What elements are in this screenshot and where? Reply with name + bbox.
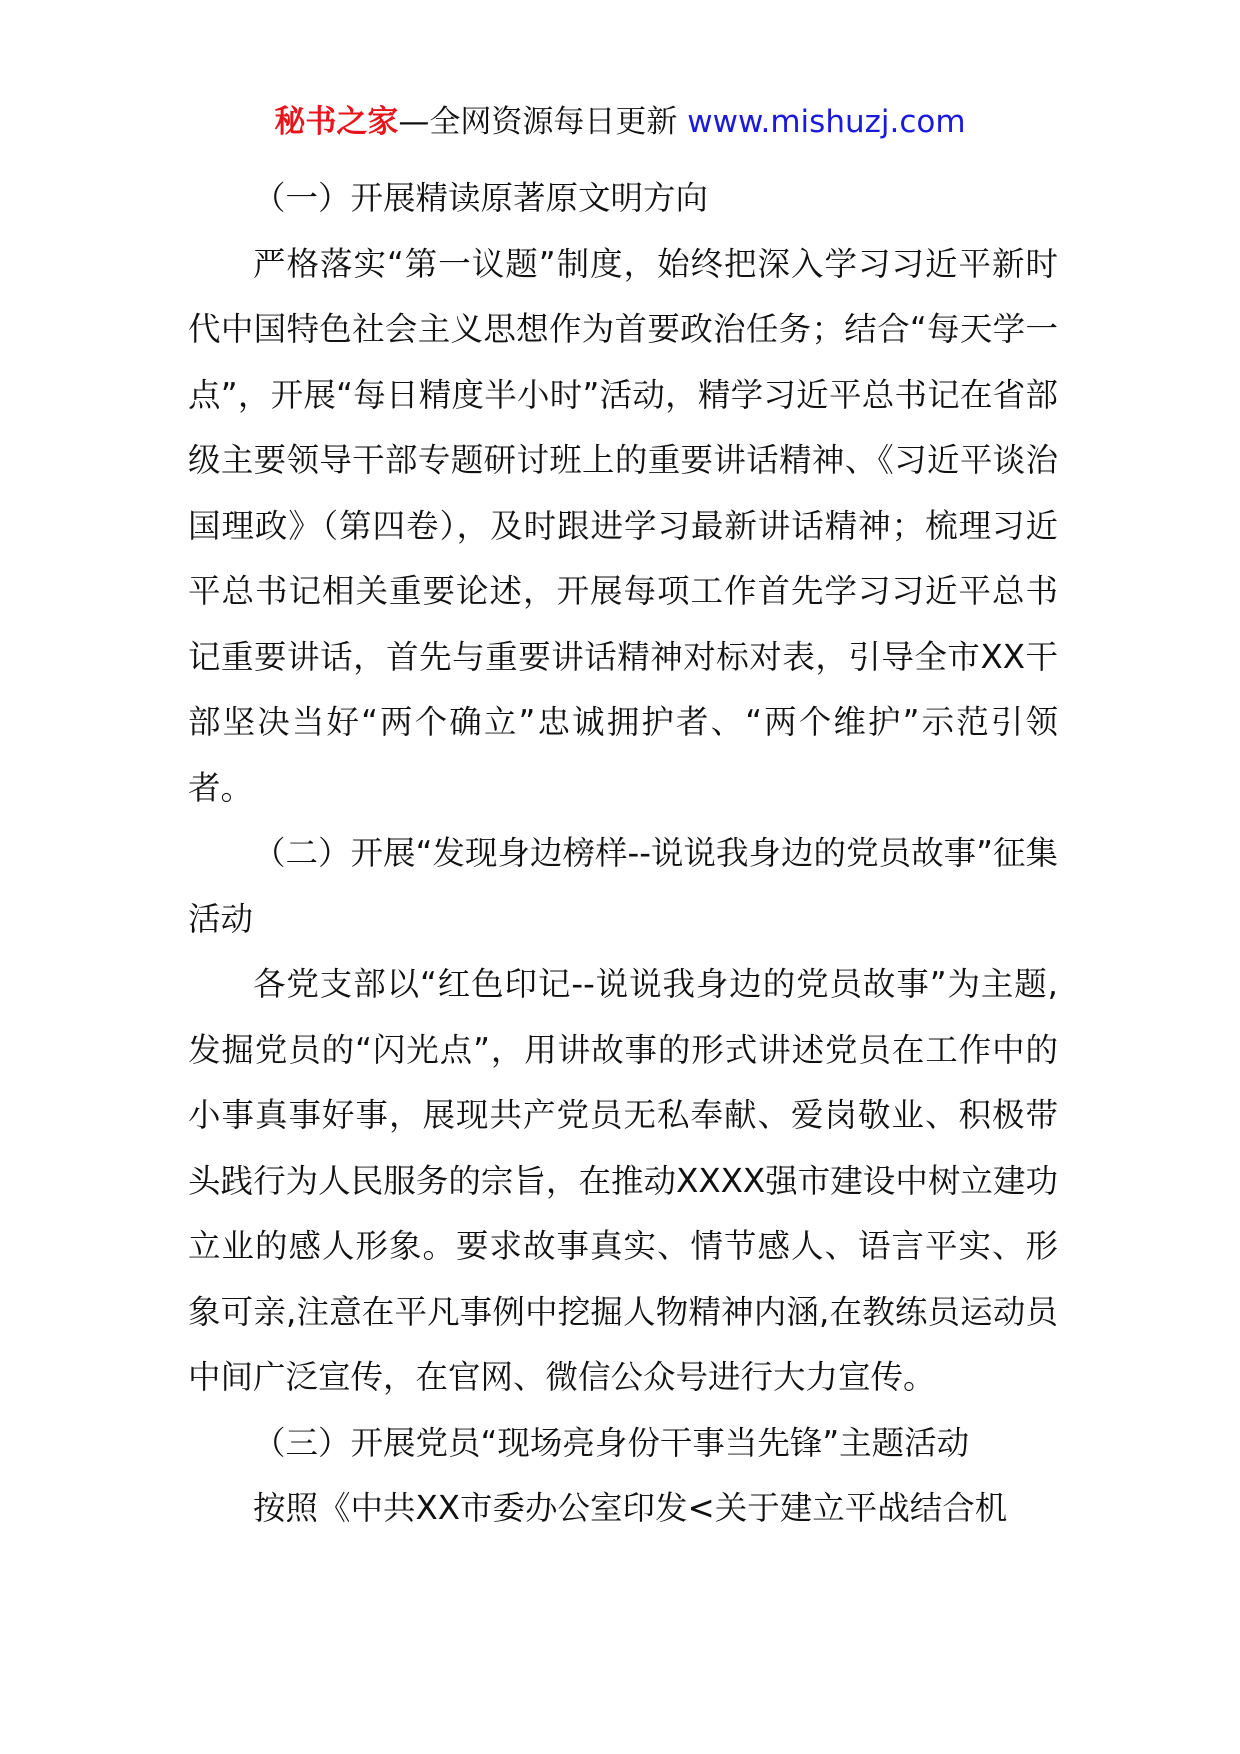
body-paragraph-3: 按照《中共XX市委办公室印发<关于建立平战结合机: [253, 1489, 1008, 1527]
section-heading-3: （三）开展党员“现场亮身份干事当先锋”主题活动: [253, 1423, 970, 1462]
body-paragraph-1: 严格落实“第一议题”制度，始终把深入学习习近平新时代中国特色社会主义思想作为首要政治任务；结合“每天学一点”，开展“每日精度半小时”活动，精学习近平总书记在省部级主要领导干部专题研讨班上的重要讲话精神、《习近平谈治国理政》（第四卷），及时跟进学习最新讲话精神；梳理习近平总书记相关重要论述，开展每项工作首先学习习近平总书记重要讲话，首先与重要讲话精神对标对表，引导全市XX干部坚决当好“两个确立”忠诚拥护者、“两个维护”示范引领者。: [188, 244, 1058, 807]
document-body: [188, 166, 1058, 1542]
header-brand: 秘书之家: [274, 104, 399, 140]
body-paragraph-2: 各党支部以“红色印记--说说我身边的党员故事”为主题,发掘党员的“闪光点”，用讲故事的形式讲述党员在工作中的小事真事好事，展现共产党员无私奉献、爱岗敬业、积极带头践行为人民服务的宗旨，在推动XXXX强市建设中树立建功立业的感人形象。要求故事真实、情节感人、语言平实、形象可亲,注意在平凡事例中挖掘人物精神内涵,在教练员运动员中间广泛宣传，在官网、微信公众号进行大力宣传。: [188, 965, 1058, 1396]
section-heading-1: （一）开展精读原著原文明方向: [253, 179, 709, 217]
section-heading-2: （二）开展“发现身边榜样--说说我身边的党员故事”征集活动: [188, 834, 1058, 938]
header-tagline: —全网资源每日更新: [398, 104, 688, 140]
header-url[interactable]: www.mishuzj.com: [687, 104, 966, 140]
page-header: [0, 100, 1240, 144]
